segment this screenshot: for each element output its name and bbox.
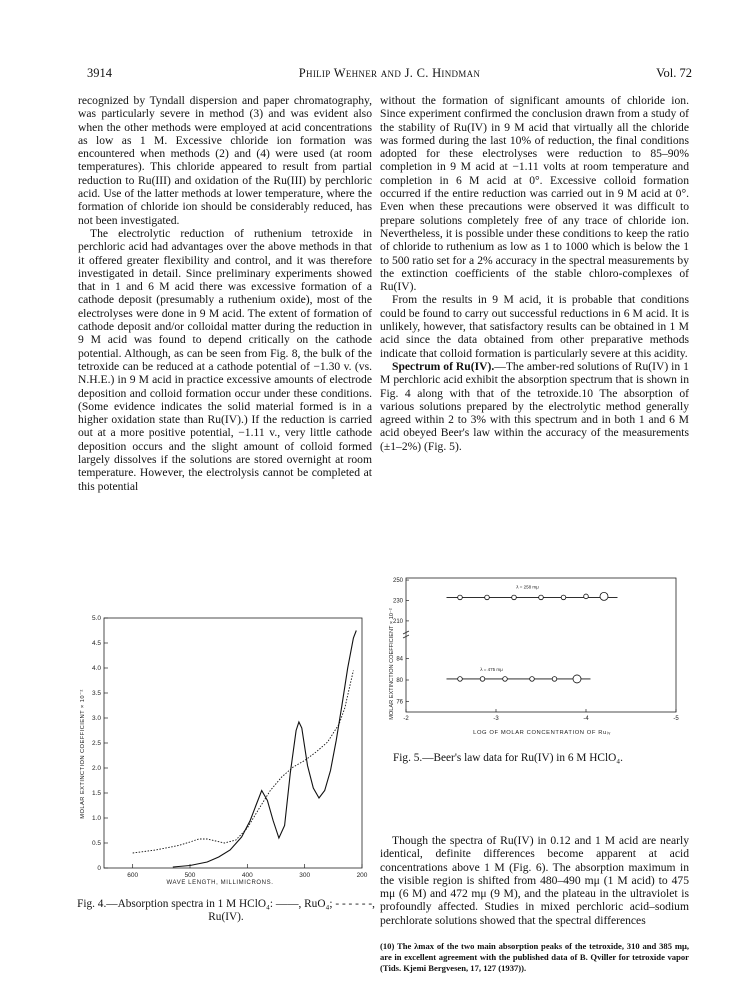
fig5-xtick-label: -3 [493, 716, 499, 722]
fig5-ytick-label: 80 [396, 678, 403, 684]
fig5-point-upper [485, 595, 490, 600]
fig4-ytick-label: 2.0 [91, 765, 101, 772]
footnote: (10) The λmax of the two main absorption peaks of the tetroxide, 310 and 385 mμ, are in excellent agreement with the published data of B. Qviller for tetroxide vapor (Tids. Kjemi Bergvesen, 17, 127 (1937)). [380, 941, 689, 973]
fig4-ytick-label: 1.0 [91, 815, 101, 822]
fig4-xtick-label: 200 [356, 872, 368, 879]
fig4-ytick-label: 4.0 [91, 665, 101, 672]
fig4-ytick-label: 4.5 [91, 640, 101, 647]
fig5-xtick-label: -5 [673, 716, 679, 722]
fig5-ytick-label: 250 [392, 578, 403, 585]
fig5-label-upper: λ = 258 mμ [516, 584, 539, 590]
fig5-point-upper [561, 595, 566, 600]
paragraph-spectrum [380, 360, 689, 453]
page-header [87, 66, 692, 82]
fig5-xtick-label: -2 [403, 716, 409, 722]
figure-4 [72, 606, 372, 896]
fig5-xlabel: LOG OF MOLAR CONCENTRATION OF Ruᵢᵥ [473, 730, 611, 736]
volume-number: Vol. 72 [656, 66, 692, 80]
fig5-point-lower [552, 677, 557, 682]
paragraph: Though the spectra of Ru(IV) in 0.12 and 1 M acid are nearly identical, definite differences become apparent at acid concentrations above 1 M (Fig. 6). The absorption maximum in the visible region is shifted from 480–490 mμ (1 M acid) to 475 mμ (6 M) and 472 mμ (9 M), and the plateau in the ultraviolet is profoundly affected. Studies in mixed perchloric acid–sodium perchlorate solutions showed that the spectral differences [380, 834, 689, 927]
fig4-plot [72, 606, 372, 896]
right-column-continued [380, 834, 689, 927]
spectrum-text: —The amber-red solutions of Ru(IV) in 1 M perchloric acid exhibit the absorption spectrum that is shown in Fig. 4 along with that of the tetroxide.10 The absorption of various solutions prepared by the electrolytic method generally agreed within 2 to 3% with this spectrum and in both 1 and 6 M acid obeyed Beer's law within the accuracy of the measurements (±1–2%) (Fig. 5). [380, 359, 689, 453]
fig5-plot [380, 572, 690, 750]
fig4-caption: Fig. 4.—Absorption spectra in 1 M HClO₄: ——, RuO₄; - - - - - -, Ru(IV). [77, 898, 375, 924]
fig4-xtick-label: 500 [184, 872, 196, 879]
fig4-ytick-label: 5.0 [91, 615, 101, 622]
figure-5 [380, 572, 690, 750]
fig4-ylabel: MOLAR EXTINCTION COEFFICIENT × 10⁻² [80, 689, 86, 819]
fig4-ytick-label: 3.0 [91, 715, 101, 722]
fig5-ylabel: MOLAR EXTINCTION COEFFICIENT × 10⁻² [389, 608, 395, 720]
fig5-label-lower: λ = 475 mμ [480, 666, 503, 672]
fig4-xtick-label: 400 [241, 872, 253, 879]
fig5-point-lower [530, 677, 535, 682]
fig5-point-lower [573, 675, 581, 683]
fig5-point-lower [458, 677, 463, 682]
running-authors: Philip Wehner and J. C. Hindman [298, 66, 481, 80]
fig5-point-upper [584, 594, 589, 599]
left-column [78, 94, 372, 493]
fig4-ytick-label: 0 [97, 865, 101, 872]
paragraph: The electrolytic reduction of ruthenium tetroxide in perchloric acid had advantages over the above methods in that it offered greater flexibility and control, and it was therefore investigated in detail. Since preliminary experiments showed that in 1 and 6 M acid there was excessive formation of a cathode deposit (presumably a ruthenium oxide), most of the electrolyses were done in 9 M acid. The extent of formation of cathode deposit and/or colloidal matter during the reduction in 9 M acid was found to depend critically on the cathode potential. Although, as can be seen from Fig. 8, the bulk of the tetroxide can be reduced at a cathode potential of −1.30 v. (vs. N.H.E.) in 9 M acid in practice excessive amounts of electrode deposition and colloid formation occur under these conditions. (Some evidence indicates the solid material formed is in a higher oxidation state than Ru(IV).) If the reduction is carried out at a more positive potential, −1.11 v., very little cathode deposition occurs and the slight amount of colloid formed largely dissolves if the solutions are stored overnight at room temperature. However, the electrolysis cannot be completed at this potential [78, 226, 372, 493]
fig5-point-lower [480, 677, 485, 682]
fig5-caption: Fig. 5.—Beer's law data for Ru(IV) in 6 M HClO₄. [393, 752, 623, 764]
section-heading: Spectrum of Ru(IV). [392, 359, 495, 373]
fig4-series-ruiv [133, 671, 354, 854]
fig5-point-lower [503, 677, 508, 682]
fig4-xtick-label: 300 [299, 872, 311, 879]
fig5-point-upper [458, 595, 463, 600]
fig4-frame [104, 618, 362, 868]
fig4-ytick-label: 0.5 [91, 840, 101, 847]
fig5-ytick-label: 210 [392, 618, 403, 625]
right-column [380, 94, 689, 453]
fig5-point-upper [539, 595, 544, 600]
fig4-ytick-label: 2.5 [91, 740, 101, 747]
paragraph: recognized by Tyndall dispersion and paper chromatography, was particularly severe in method (3) and was evident also when the other methods were employed at acid concentrations as low as 1 M. Excessive chloride ion formation was encountered when methods (2) and (4) were used (at room temperatures). This chloride appeared to result from partial reduction to Ru(III) and oxidation of the Ru(III) by perchloric acid. Use of the latter methods at lower temperature, where the formation of chloride ion should be considerably reduced, has not been investigated. [78, 94, 372, 227]
fig4-xtick-label: 600 [127, 872, 139, 879]
fig4-series-ruo4 [173, 631, 356, 868]
fig5-ytick-label: 84 [396, 656, 403, 663]
fig5-point-upper [600, 592, 608, 600]
fig4-ytick-label: 1.5 [91, 790, 101, 797]
page-number: 3914 [87, 66, 112, 80]
fig5-ytick-label: 76 [396, 699, 403, 706]
fig5-point-upper [512, 595, 517, 600]
fig4-xlabel: WAVE LENGTH, MILLIMICRONS. [166, 880, 274, 886]
paragraph: without the formation of significant amounts of chloride ion. Since experiment confirmed the conclusion drawn from a study of the stability of Ru(IV) in 9 M acid that virtually all the chloride was formed during the last 10% of reduction, the final conditions adopted for these electrolyses were reduction to 85–90% completion in 9 M acid at −1.11 volts at room temperature and completion in 6 M acid at 0°. Excessive colloid formation occurred if the entire reduction was carried out in 9 M acid at 0°. Even when these precautions were observed it was difficult to prepare solutions completely free of any trace of chloride ion. Nevertheless, it is possible under these conditions to keep the ratio of chloride to ruthenium as low as 1 to 1000 which is below the 1 to 500 ratio set for a 2% accuracy in the spectral measurements by the extinction coefficients of the stable chloro-complexes of Ru(IV). [380, 94, 689, 294]
paragraph: From the results in 9 M acid, it is probable that conditions could be found to carry out successful reductions in 6 M acid. It is unlikely, however, that satisfactory results can be obtained in 1 M acid since the data obtained from other preparative methods indicate that colloid formation is particularly severe at this acidity. [380, 293, 689, 360]
fig5-ytick-label: 230 [392, 598, 403, 605]
fig5-xtick-label: -4 [583, 716, 589, 722]
fig4-ytick-label: 3.5 [91, 690, 101, 697]
